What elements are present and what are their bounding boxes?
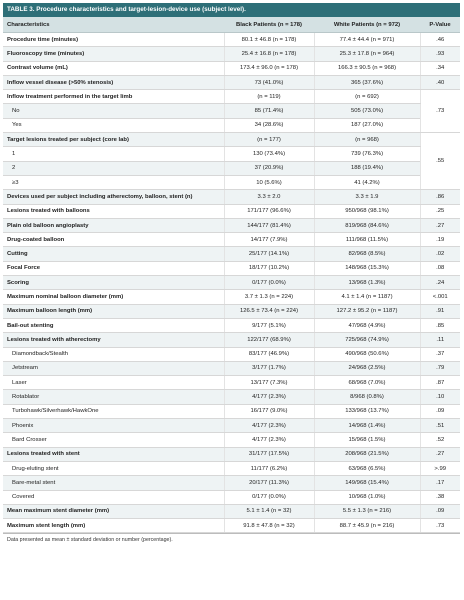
black-patients-cell: 3/177 (1.7%) <box>224 361 314 375</box>
black-patients-cell: 9/177 (5.1%) <box>224 318 314 332</box>
black-patients-cell: 25.4 ± 16.8 (n = 178) <box>224 47 314 61</box>
row-label: Contrast volume (mL) <box>3 61 224 75</box>
row-label: Laser <box>3 376 224 390</box>
white-patients-cell: 166.3 ± 90.5 (n = 968) <box>314 61 420 75</box>
black-patients-cell: 11/177 (6.2%) <box>224 461 314 475</box>
table-row <box>3 519 460 533</box>
white-patients-cell: 725/968 (74.9%) <box>314 333 420 347</box>
black-patients-cell: 37 (20.9%) <box>224 161 314 175</box>
row-label: Drug-eluting stent <box>3 461 224 475</box>
table-row <box>3 175 460 189</box>
white-patients-cell: 14/968 (1.4%) <box>314 419 420 433</box>
p-value-cell: .85 <box>420 318 460 332</box>
p-value-cell: .52 <box>420 433 460 447</box>
table-row <box>3 390 460 404</box>
table-row <box>3 490 460 504</box>
table-row <box>3 104 460 118</box>
white-patients-cell: 15/968 (1.5%) <box>314 433 420 447</box>
table-row <box>3 504 460 518</box>
table-figure <box>3 3 460 597</box>
black-patients-cell: 144/177 (81.4%) <box>224 218 314 232</box>
white-patients-cell: 133/968 (13.7%) <box>314 404 420 418</box>
white-patients-cell: 490/968 (50.6%) <box>314 347 420 361</box>
row-label: Rotablator <box>3 390 224 404</box>
table-row <box>3 433 460 447</box>
black-patients-cell: 83/177 (46.9%) <box>224 347 314 361</box>
black-patients-cell: 20/177 (11.3%) <box>224 476 314 490</box>
p-value-cell: .11 <box>420 333 460 347</box>
p-value-cell: .02 <box>420 247 460 261</box>
table-row <box>3 247 460 261</box>
white-patients-cell: 149/968 (15.4%) <box>314 476 420 490</box>
black-patients-cell: 10 (5.6%) <box>224 175 314 189</box>
black-patients-cell: 3.7 ± 1.3 (n = 224) <box>224 290 314 304</box>
row-label: Inflow vessel disease (>50% stenosis) <box>3 75 224 89</box>
row-label: ≥3 <box>3 175 224 189</box>
p-value-cell: .38 <box>420 490 460 504</box>
row-label: Lesions treated with stent <box>3 447 224 461</box>
p-value-cell: .34 <box>420 61 460 75</box>
white-patients-cell: 148/968 (15.3%) <box>314 261 420 275</box>
white-patients-cell: 950/968 (98.1%) <box>314 204 420 218</box>
row-label: Target lesions treated per subject (core lab) <box>3 133 224 147</box>
table-body <box>3 33 460 533</box>
row-label: Procedure time (minutes) <box>3 33 224 47</box>
table-row <box>3 461 460 475</box>
table-row <box>3 204 460 218</box>
p-value-cell: .10 <box>420 390 460 404</box>
row-label: Lesions treated with atherectomy <box>3 333 224 347</box>
black-patients-cell: 80.1 ± 46.8 (n = 178) <box>224 33 314 47</box>
row-label: Bail-out stenting <box>3 318 224 332</box>
p-value-cell: .86 <box>420 190 460 204</box>
p-value-cell: .73 <box>420 90 460 133</box>
table-row <box>3 290 460 304</box>
white-patients-cell: 10/968 (1.0%) <box>314 490 420 504</box>
header-p-value: P-Value <box>420 17 460 33</box>
table-row <box>3 447 460 461</box>
white-patients-cell: (n = 968) <box>314 133 420 147</box>
row-label: No <box>3 104 224 118</box>
row-label: 2 <box>3 161 224 175</box>
table-row <box>3 33 460 47</box>
black-patients-cell: 18/177 (10.2%) <box>224 261 314 275</box>
black-patients-cell: 4/177 (2.3%) <box>224 433 314 447</box>
black-patients-cell: 4/177 (2.3%) <box>224 390 314 404</box>
black-patients-cell: (n = 177) <box>224 133 314 147</box>
black-patients-cell: 5.1 ± 1.4 (n = 32) <box>224 504 314 518</box>
table-row <box>3 90 460 104</box>
black-patients-cell: 14/177 (7.9%) <box>224 233 314 247</box>
black-patients-cell: 34 (28.6%) <box>224 118 314 132</box>
black-patients-cell: 31/177 (17.5%) <box>224 447 314 461</box>
black-patients-cell: 73 (41.0%) <box>224 75 314 89</box>
white-patients-cell: 63/968 (6.5%) <box>314 461 420 475</box>
black-patients-cell: 4/177 (2.3%) <box>224 419 314 433</box>
row-label: Yes <box>3 118 224 132</box>
p-value-cell: .79 <box>420 361 460 375</box>
p-value-cell: .27 <box>420 218 460 232</box>
row-label: Plain old balloon angioplasty <box>3 218 224 232</box>
white-patients-cell: 505 (73.0%) <box>314 104 420 118</box>
black-patients-cell: 3.3 ± 2.0 <box>224 190 314 204</box>
white-patients-cell: 68/968 (7.0%) <box>314 376 420 390</box>
table-row <box>3 333 460 347</box>
white-patients-cell: (n = 692) <box>314 90 420 104</box>
white-patients-cell: 13/968 (1.3%) <box>314 276 420 290</box>
row-label: Bare-metal stent <box>3 476 224 490</box>
row-label: Cutting <box>3 247 224 261</box>
header-characteristics: Characteristics <box>3 17 224 33</box>
table-row <box>3 218 460 232</box>
black-patients-cell: 173.4 ± 96.0 (n = 178) <box>224 61 314 75</box>
p-value-cell: .73 <box>420 519 460 533</box>
white-patients-cell: 111/968 (11.5%) <box>314 233 420 247</box>
p-value-cell: .46 <box>420 33 460 47</box>
black-patients-cell: 122/177 (68.9%) <box>224 333 314 347</box>
p-value-cell: .25 <box>420 204 460 218</box>
white-patients-cell: 82/968 (8.5%) <box>314 247 420 261</box>
p-value-cell: .51 <box>420 419 460 433</box>
header-black-patients: Black Patients (n = 178) <box>224 17 314 33</box>
table-row <box>3 261 460 275</box>
white-patients-cell: 88.7 ± 45.9 (n = 216) <box>314 519 420 533</box>
row-label: Diamondback/Stealth <box>3 347 224 361</box>
table-row <box>3 133 460 147</box>
table-row <box>3 161 460 175</box>
row-label: Bard Crosser <box>3 433 224 447</box>
white-patients-cell: 24/968 (2.5%) <box>314 361 420 375</box>
row-label: Covered <box>3 490 224 504</box>
table-row <box>3 75 460 89</box>
white-patients-cell: 739 (76.3%) <box>314 147 420 161</box>
p-value-cell: .40 <box>420 75 460 89</box>
table-row <box>3 318 460 332</box>
p-value-cell: .17 <box>420 476 460 490</box>
p-value-cell: .87 <box>420 376 460 390</box>
black-patients-cell: 0/177 (0.0%) <box>224 490 314 504</box>
table-row <box>3 419 460 433</box>
table-footnote: Data presented as mean ± standard deviation or number (percentage). <box>3 533 460 546</box>
p-value-cell: .37 <box>420 347 460 361</box>
white-patients-cell: 127.2 ± 95.2 (n = 1187) <box>314 304 420 318</box>
white-patients-cell: 77.4 ± 44.4 (n = 971) <box>314 33 420 47</box>
black-patients-cell: 171/177 (96.6%) <box>224 204 314 218</box>
row-label: Maximum balloon length (mm) <box>3 304 224 318</box>
black-patients-cell: 130 (73.4%) <box>224 147 314 161</box>
row-label: Devices used per subject including atherectomy, balloon, stent (n) <box>3 190 224 204</box>
header-row <box>3 17 460 33</box>
row-label: 1 <box>3 147 224 161</box>
header-white-patients: White Patients (n = 972) <box>314 17 420 33</box>
table-row <box>3 304 460 318</box>
row-label: Maximum nominal balloon diameter (mm) <box>3 290 224 304</box>
white-patients-cell: 208/968 (21.5%) <box>314 447 420 461</box>
table-row <box>3 476 460 490</box>
row-label: Focal Force <box>3 261 224 275</box>
black-patients-cell: 16/177 (9.0%) <box>224 404 314 418</box>
white-patients-cell: 819/968 (84.6%) <box>314 218 420 232</box>
p-value-cell: .09 <box>420 504 460 518</box>
white-patients-cell: 187 (27.0%) <box>314 118 420 132</box>
white-patients-cell: 8/968 (0.8%) <box>314 390 420 404</box>
black-patients-cell: 85 (71.4%) <box>224 104 314 118</box>
table-row <box>3 404 460 418</box>
p-value-cell: .19 <box>420 233 460 247</box>
procedure-characteristics-table <box>3 17 460 533</box>
table-row <box>3 118 460 132</box>
table-caption: TABLE 3. Procedure characteristics and target-lesion-device use (subject level). <box>3 3 460 17</box>
row-label: Jetstream <box>3 361 224 375</box>
p-value-cell: .08 <box>420 261 460 275</box>
row-label: Scoring <box>3 276 224 290</box>
p-value-cell: .24 <box>420 276 460 290</box>
table-row <box>3 47 460 61</box>
table-row <box>3 347 460 361</box>
p-value-cell: .55 <box>420 133 460 190</box>
white-patients-cell: 188 (19.4%) <box>314 161 420 175</box>
table-row <box>3 61 460 75</box>
table-row <box>3 190 460 204</box>
black-patients-cell: 126.5 ± 73.4 (n = 224) <box>224 304 314 318</box>
black-patients-cell: 13/177 (7.3%) <box>224 376 314 390</box>
row-label: Lesions treated with balloons <box>3 204 224 218</box>
table-row <box>3 233 460 247</box>
table-row <box>3 276 460 290</box>
table-row <box>3 147 460 161</box>
p-value-cell: .09 <box>420 404 460 418</box>
table-row <box>3 376 460 390</box>
p-value-cell: .93 <box>420 47 460 61</box>
row-label: Turbohawk/Silverhawk/HawkOne <box>3 404 224 418</box>
black-patients-cell: 91.8 ± 47.8 (n = 32) <box>224 519 314 533</box>
row-label: Phoenix <box>3 419 224 433</box>
row-label: Mean maximum stent diameter (mm) <box>3 504 224 518</box>
black-patients-cell: (n = 119) <box>224 90 314 104</box>
p-value-cell: >.99 <box>420 461 460 475</box>
row-label: Fluoroscopy time (minutes) <box>3 47 224 61</box>
white-patients-cell: 47/968 (4.9%) <box>314 318 420 332</box>
white-patients-cell: 5.5 ± 1.3 (n = 216) <box>314 504 420 518</box>
table-row <box>3 361 460 375</box>
white-patients-cell: 4.1 ± 1.4 (n = 1187) <box>314 290 420 304</box>
row-label: Maximum stent length (mm) <box>3 519 224 533</box>
white-patients-cell: 25.3 ± 17.8 (n = 964) <box>314 47 420 61</box>
row-label: Drug-coated balloon <box>3 233 224 247</box>
white-patients-cell: 41 (4.2%) <box>314 175 420 189</box>
white-patients-cell: 365 (37.6%) <box>314 75 420 89</box>
black-patients-cell: 25/177 (14.1%) <box>224 247 314 261</box>
black-patients-cell: 0/177 (0.0%) <box>224 276 314 290</box>
p-value-cell: .27 <box>420 447 460 461</box>
white-patients-cell: 3.3 ± 1.9 <box>314 190 420 204</box>
row-label: Inflow treatment performed in the target limb <box>3 90 224 104</box>
p-value-cell: .91 <box>420 304 460 318</box>
p-value-cell: <.001 <box>420 290 460 304</box>
